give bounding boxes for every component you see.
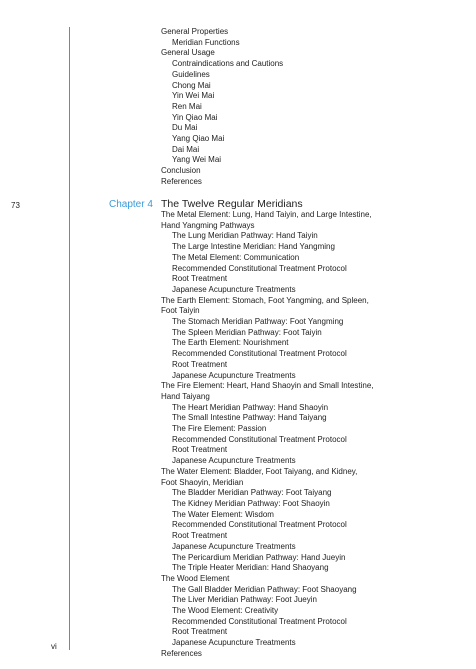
toc-entry: Hand Taiyang [161,391,210,401]
toc-entry: The Earth Element: Nourishment [172,338,289,348]
toc-entry: The Wood Element [161,573,230,583]
toc-entry: Guidelines [172,69,210,79]
toc-entry: Recommended Constitutional Treatment Protocol [172,434,347,444]
toc-entry: The Pericardium Meridian Pathway: Hand Jueyin [172,552,346,562]
toc-entry: Du Mai [172,123,198,133]
toc-entry: The Heart Meridian Pathway: Hand Shaoyin [172,402,329,412]
toc-entry: The Large Intestine Meridian: Hand Yangming [172,242,335,252]
toc-entry: The Lung Meridian Pathway: Hand Taiyin [172,231,318,241]
toc-entry: The Liver Meridian Pathway: Foot Jueyin [172,595,317,605]
toc-entry: The Fire Element: Passion [172,424,267,434]
toc-top-section [161,27,461,188]
chapter-title: The Twelve Regular Meridians [161,198,303,210]
toc-entry: The Small Intestine Pathway: Hand Taiyang [172,413,327,423]
toc-entry: Yin Qiao Mai [172,112,218,122]
toc-entry: Recommended Constitutional Treatment Protocol [172,263,347,273]
toc-chapter-section [161,210,461,660]
toc-entry: The Fire Element: Heart, Hand Shaoyin and Small Intestine, [161,381,374,391]
toc-entry: The Wood Element: Creativity [172,606,279,616]
toc-entry: The Water Element: Bladder, Foot Taiyang, and Kidney, [161,466,358,476]
toc-entry: The Earth Element: Stomach, Foot Yangming, and Spleen, [161,295,369,305]
toc-entry: Japanese Acupuncture Treatments [172,638,296,648]
toc-entry: Recommended Constitutional Treatment Protocol [172,616,347,626]
toc-entry: Meridian Functions [172,37,240,47]
toc-entry: Chong Mai [172,80,211,90]
toc-entry: The Water Element: Wisdom [172,509,274,519]
toc-entry: Foot Taiyin [161,306,200,316]
chapter-label: Chapter 4 [109,199,153,210]
toc-entry: The Metal Element: Lung, Hand Taiyin, and Large Intestine, [161,210,372,219]
toc-entry: References [161,176,202,186]
toc-entry: General Usage [161,48,215,58]
toc-entry: Hand Yangming Pathways [161,220,255,230]
toc-entry: Recommended Constitutional Treatment Protocol [172,520,347,530]
toc-entry: References [161,648,202,658]
toc-entry: Japanese Acupuncture Treatments [172,541,296,551]
toc-entry: Foot Shaoyin, Meridian [161,477,244,487]
toc-entry: Root Treatment [172,274,228,284]
toc-entry: Root Treatment [172,445,228,455]
toc-entry: Contraindications and Cautions [172,59,284,69]
toc-entry: Yin Wei Mai [172,91,215,101]
chapter-page-number: 73 [11,201,20,210]
toc-entry: The Spleen Meridian Pathway: Foot Taiyin [172,327,322,337]
toc-entry: Yang Wei Mai [172,155,222,165]
toc-entry: Ren Mai [172,101,202,111]
toc-entry: Japanese Acupuncture Treatments [172,284,296,294]
page-folio: vi [51,642,57,651]
toc-entry: Root Treatment [172,531,228,541]
toc-entry: The Triple Heater Meridian: Hand Shaoyang [172,563,329,573]
toc-entry: General Properties [161,27,229,36]
toc-entry: Yang Qiao Mai [172,134,225,144]
toc-entry: The Bladder Meridian Pathway: Foot Taiyang [172,488,332,498]
toc-entry: The Kidney Meridian Pathway: Foot Shaoyin [172,498,330,508]
toc-entry: The Stomach Meridian Pathway: Foot Yangming [172,317,344,327]
toc-entry: Conclusion [161,166,201,176]
toc-entry: Recommended Constitutional Treatment Protocol [172,349,347,359]
toc-entry: Japanese Acupuncture Treatments [172,370,296,380]
toc-entry: Dai Mai [172,144,200,154]
toc-entry: The Metal Element: Communication [172,252,300,262]
toc-entry: Root Treatment [172,627,228,637]
toc-entry: The Gall Bladder Meridian Pathway: Foot Shaoyang [172,584,357,594]
toc-entry: Japanese Acupuncture Treatments [172,456,296,466]
margin-rule [69,27,70,650]
toc-entry: Root Treatment [172,359,228,369]
